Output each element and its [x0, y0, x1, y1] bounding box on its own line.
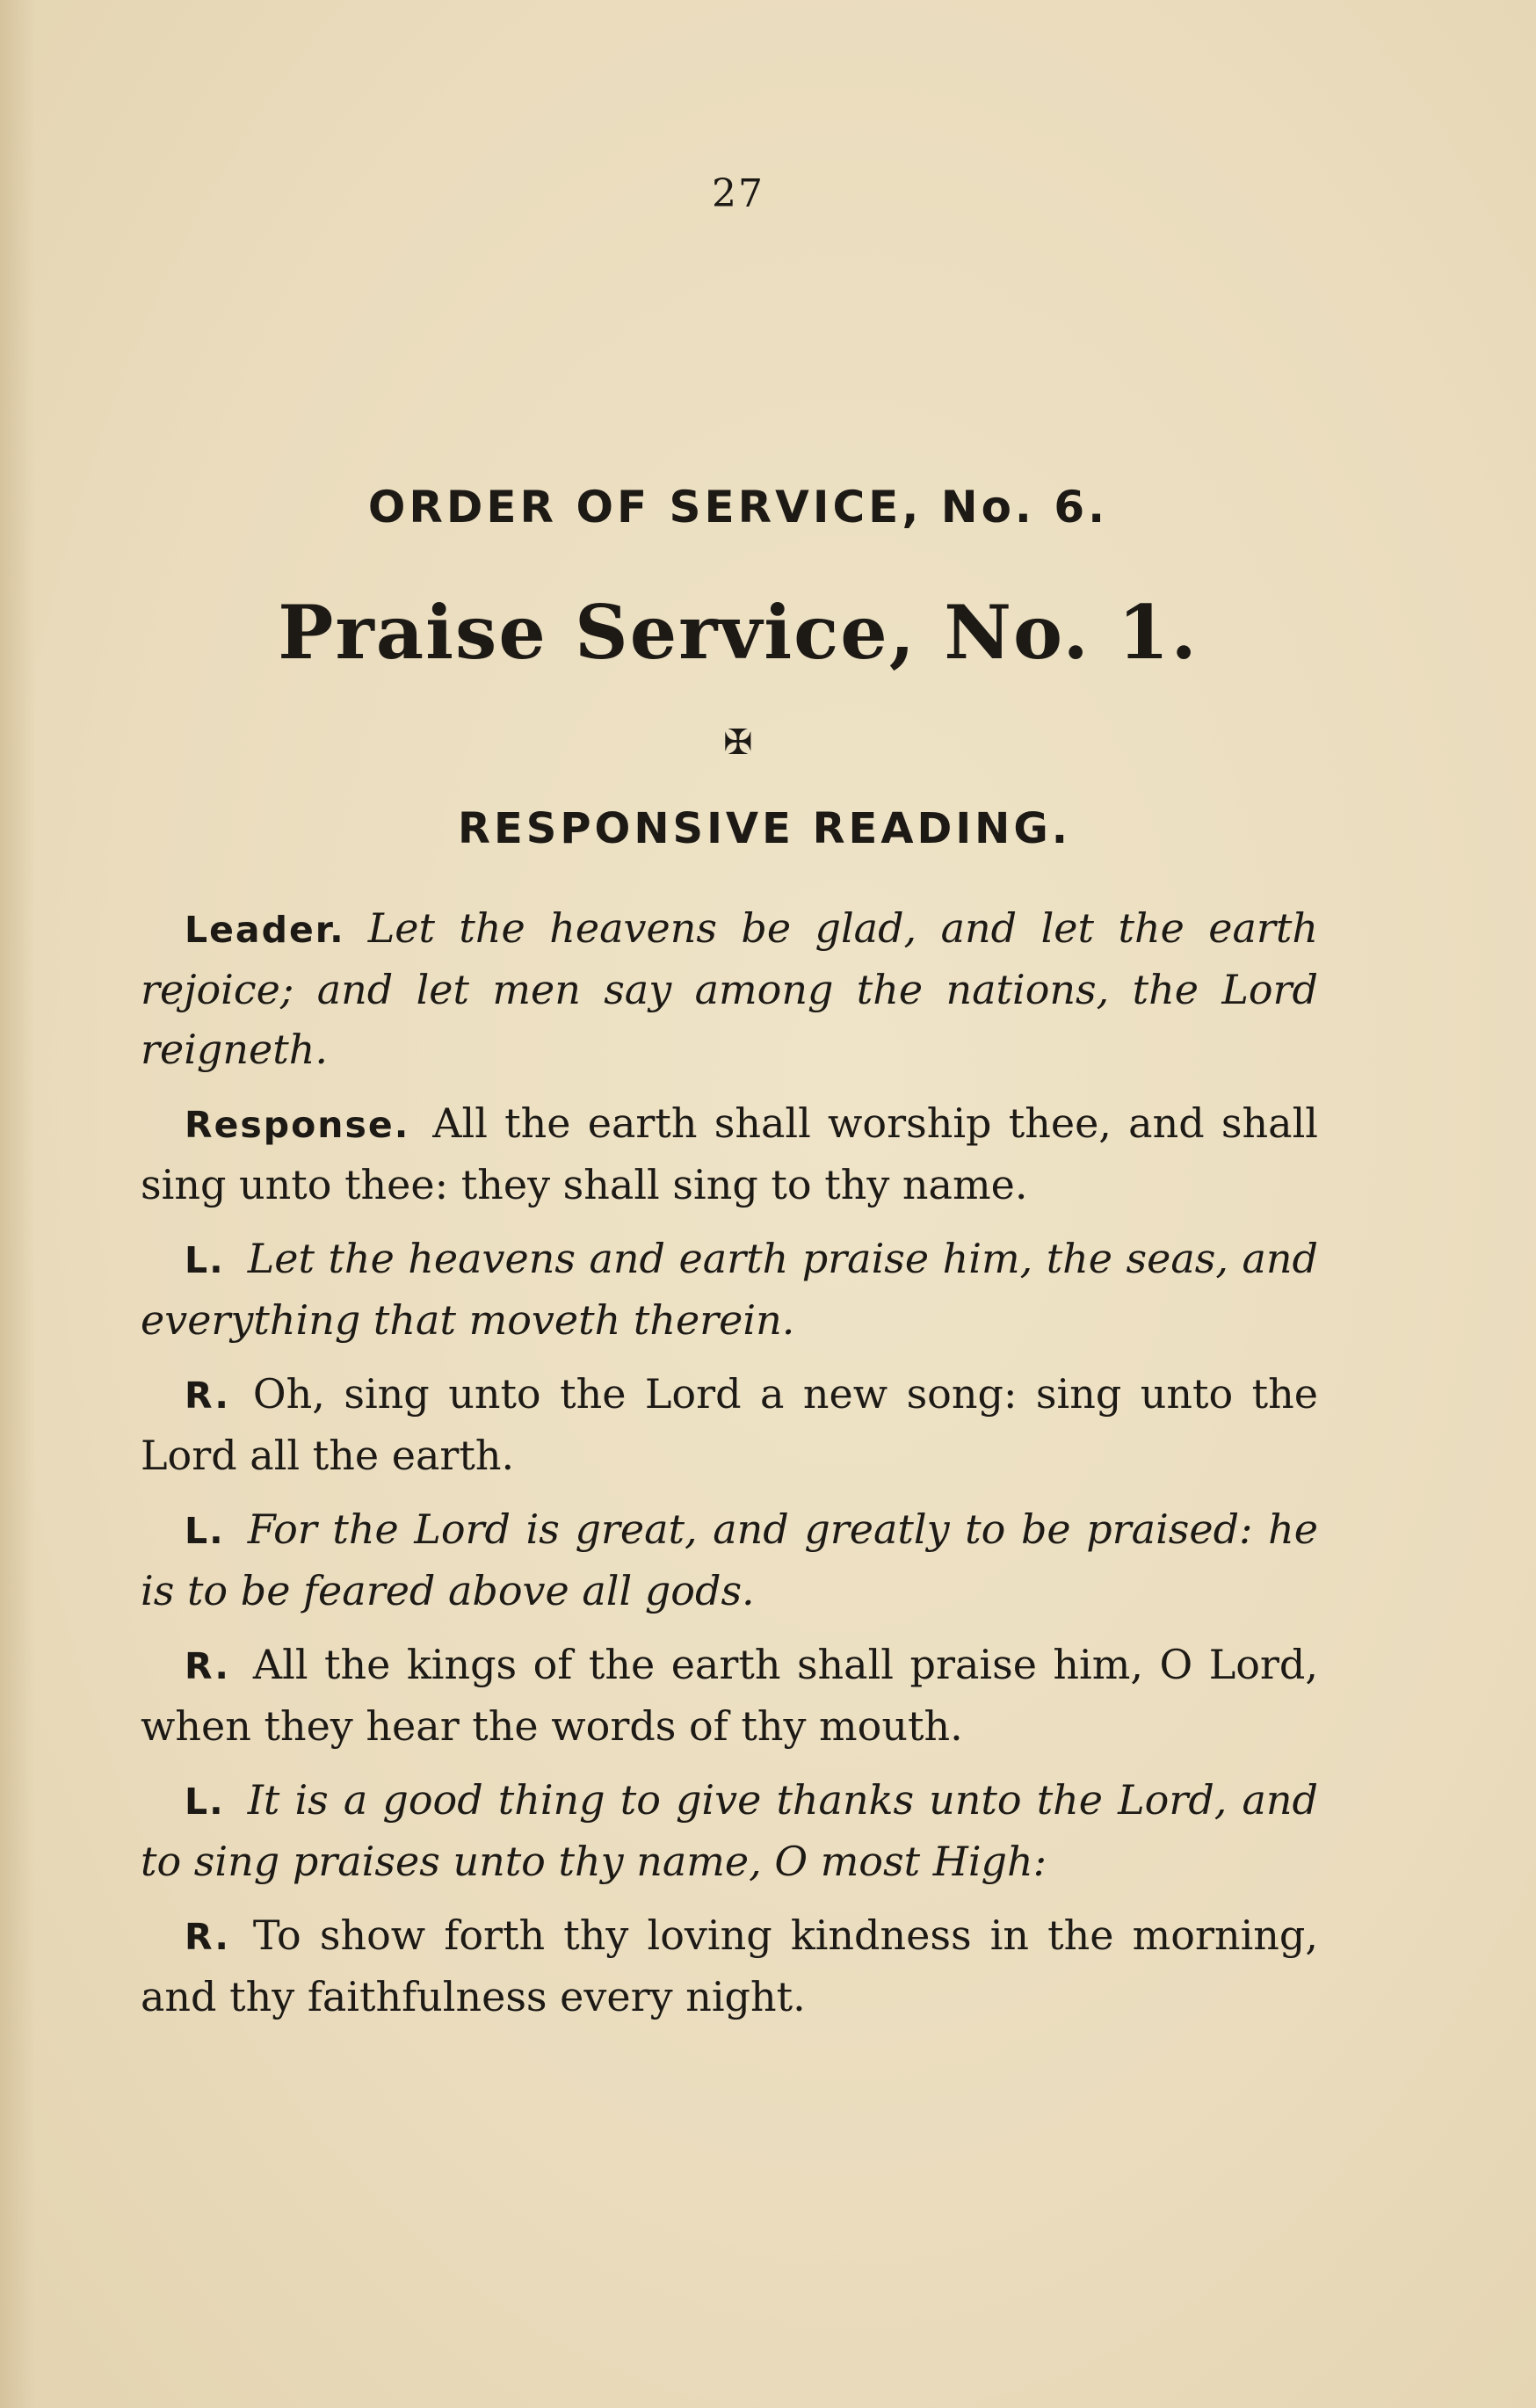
verse-text: Let the heavens and earth praise him, the seas, and everything that moveth therein.: [141, 1235, 1318, 1344]
verse-text: For the Lord is great, and greatly to be praised: he is to be feared above all gods.: [141, 1505, 1318, 1614]
verse: [141, 1499, 1318, 1621]
speaker-label: R.: [185, 1645, 230, 1687]
cross-ornament-icon: ✠: [723, 722, 753, 763]
verse-text: To show forth thy loving kindness in the morning, and thy faithfulness every night.: [141, 1911, 1318, 2020]
page-binding-edge: [0, 0, 35, 2408]
speaker-label: Response.: [185, 1104, 410, 1146]
verse-text: All the kings of the earth shall praise him, O Lord, when they hear the words of thy mouth.: [141, 1641, 1318, 1750]
speaker-label: R.: [185, 1374, 230, 1417]
verse-text: It is a good thing to give thanks unto the Lord, and to sing praises unto thy name, O most High:: [141, 1776, 1318, 1885]
page-number: 27: [712, 171, 764, 216]
verse: [141, 1229, 1318, 1350]
verse: [141, 1635, 1318, 1756]
verse: [141, 1093, 1318, 1215]
verse: [141, 1364, 1318, 1485]
verse-text: All the earth shall worship thee, and shall sing unto thee: they shall sing to thy name.: [141, 1099, 1318, 1208]
responsive-reading-body: [141, 898, 1318, 2041]
verse-text: Let the heavens be glad, and let the earth rejoice; and let men say among the nations, the Lord reigneth.: [141, 904, 1318, 1073]
speaker-label: R.: [185, 1916, 230, 1958]
speaker-label: Leader.: [185, 909, 345, 951]
verse: [141, 1770, 1318, 1891]
service-title: Praise Service, No. 1.: [278, 589, 1199, 676]
order-of-service-heading: ORDER OF SERVICE, No. 6.: [367, 482, 1109, 533]
speaker-label: L.: [185, 1239, 225, 1281]
responsive-reading-heading: RESPONSIVE READING.: [458, 804, 1071, 853]
verse-text: Oh, sing unto the Lord a new song: sing unto the Lord all the earth.: [141, 1370, 1318, 1479]
verse: [141, 898, 1318, 1079]
speaker-label: L.: [185, 1781, 225, 1823]
verse: [141, 1905, 1318, 2027]
speaker-label: L.: [185, 1510, 225, 1552]
